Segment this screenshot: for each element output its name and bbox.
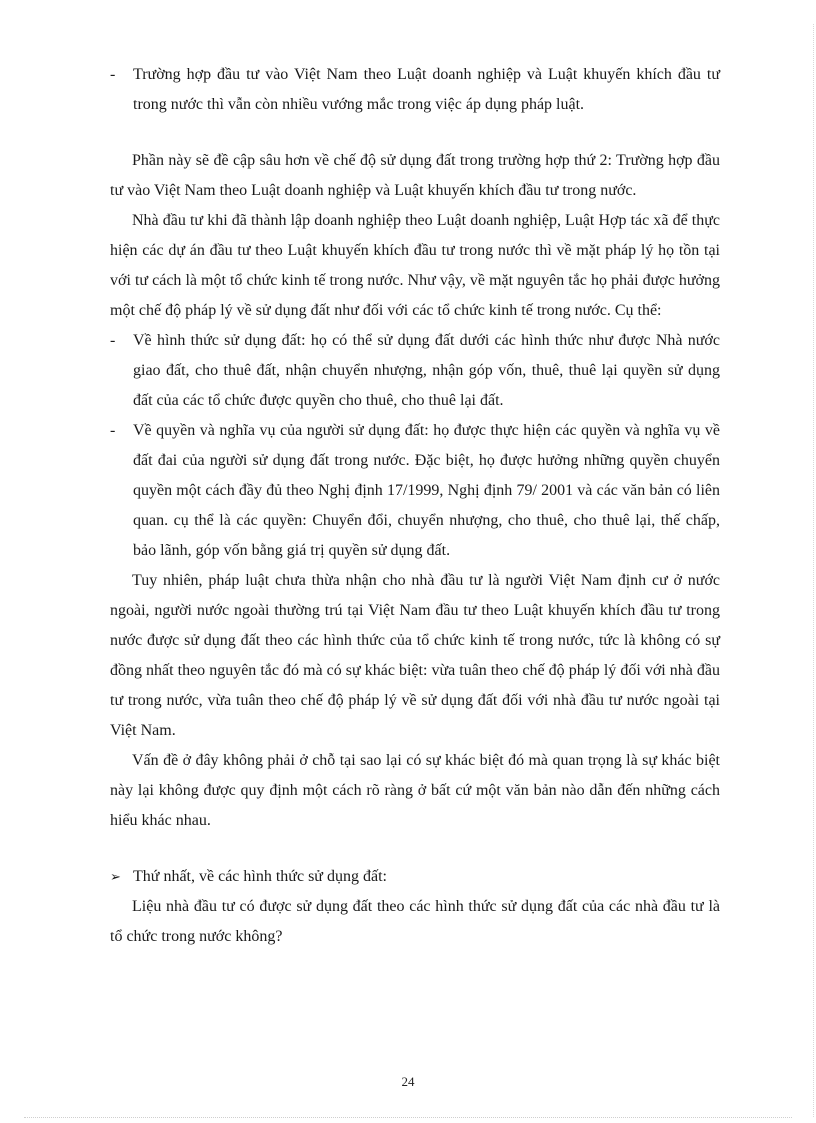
page-edge-rule [813, 24, 814, 1117]
bullet-rights-obligations [110, 416, 720, 566]
section-heading [110, 862, 720, 892]
page-number: 24 [401, 1074, 415, 1089]
bullet-intro-text: Trường hợp đầu tư vào Việt Nam theo Luật doanh nghiệp và Luật khuyến khích đầu tư trong nước thì vẫn còn nhiều vướng mắc trong việc áp dụng pháp luật. [133, 66, 720, 113]
spacer [110, 120, 720, 146]
dash-marker: - [110, 422, 116, 439]
bullet-rights-obligations-text: Về quyền và nghĩa vụ của người sử dụng đất: họ được thực hiện các quyền và nghĩa vụ về đất đai của người sử dụng đất trong nước. Đặc biệt, họ được hưởng những quyền chuyển quyền một cách đầy đủ theo Nghị định 17/1999, Nghị định 79/ 2001 và các văn bản có liên quan. cụ thể là các quyền: Chuyển đổi, chuyển nhượng, cho thuê, cho thuê lại, thế chấp, bảo lãnh, góp vốn bằng giá trị quyền sử dụng đất. [133, 422, 720, 559]
paragraph-1: Phần này sẽ đề cập sâu hơn về chế độ sử dụng đất trong trường hợp thứ 2: Trường hợp đầu tư vào Việt Nam theo Luật doanh nghiệp và Luật khuyến khích đầu tư trong nước. [110, 152, 720, 199]
bullet-land-use-forms-text: Về hình thức sử dụng đất: họ có thể sử dụng đất dưới các hình thức như được Nhà nước giao đất, cho thuê đất, nhận chuyển nhượng, nhận góp vốn, thuê, thuê lại quyền sử dụng đất của các tổ chức được quyền cho thuê, cho thuê lại đất. [133, 332, 720, 409]
paragraph-2: Nhà đầu tư khi đã thành lập doanh nghiệp theo Luật doanh nghiệp, Luật Hợp tác xã để thực hiện các dự án đầu tư theo Luật khuyến khích đầu tư trong nước thì về mặt pháp lý họ tồn tại với tư cách là một tổ chức kinh tế trong nước. Như vậy, về mặt nguyên tắc họ phải được hưởng một chế độ pháp lý về sử dụng đất như đối với các tổ chức kinh tế trong nước. Cụ thể: [110, 212, 720, 319]
paragraph-4: Vấn đề ở đây không phải ở chỗ tại sao lại có sự khác biệt đó mà quan trọng là sự khác biệt này lại không được quy định một cách rõ ràng ở bất cứ một văn bản nào dẫn đến những cách hiểu khác nhau. [110, 752, 720, 829]
dash-marker: - [110, 332, 116, 349]
page-bottom-rule [24, 1117, 792, 1118]
section-heading-text: Thứ nhất, về các hình thức sử dụng đất: [133, 868, 387, 885]
dash-marker: - [110, 66, 116, 83]
document-body [110, 60, 720, 952]
spacer [110, 836, 720, 862]
paragraph-5: Liệu nhà đầu tư có được sử dụng đất theo các hình thức sử dụng đất của các nhà đầu tư là tổ chức trong nước không? [110, 898, 720, 945]
arrow-bullet-icon: ➢ [110, 869, 121, 884]
bullet-intro [110, 60, 720, 120]
bullet-land-use-forms [110, 326, 720, 416]
paragraph-3: Tuy nhiên, pháp luật chưa thừa nhận cho nhà đầu tư là người Việt Nam định cư ở nước ngoài, người nước ngoài thường trú tại Việt Nam đầu tư theo Luật khuyến khích đầu tư trong nước được sử dụng đất theo các hình thức của tổ chức kinh tế trong nước, tức là không có sự đồng nhất theo nguyên tắc đó mà có sự khác biệt: vừa tuân theo chế độ pháp lý đối với nhà đầu tư trong nước, vừa tuân theo chế độ pháp lý về sử dụng đất đối với nhà đầu tư nước ngoài tại Việt Nam. [110, 572, 720, 739]
